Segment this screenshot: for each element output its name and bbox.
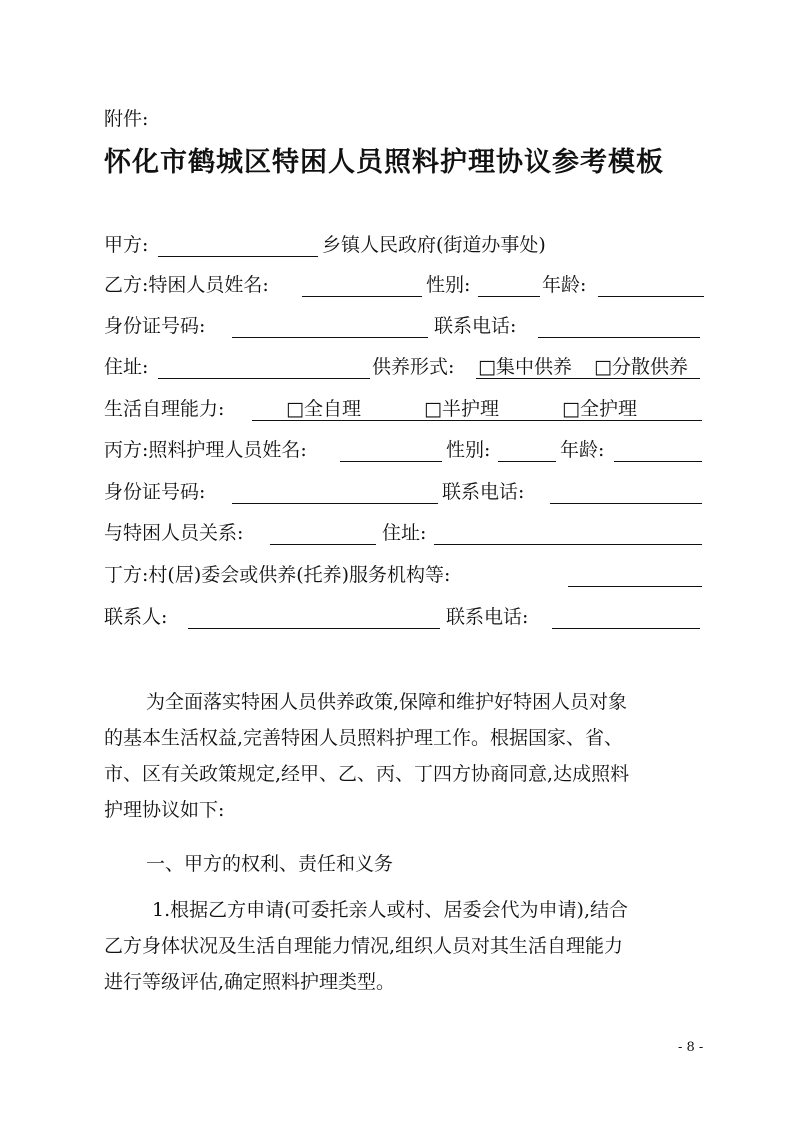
item-1-line: 1.根据乙方申请(可委托亲人或村、居委会代为申请),结合	[152, 899, 628, 921]
party-b-id-blank[interactable]	[232, 337, 428, 338]
party-b-name-blank[interactable]	[302, 296, 422, 297]
party-c-relation-label: 与特困人员关系:	[104, 522, 244, 544]
attachment-label: 附件:	[104, 108, 149, 130]
self-care-option-total[interactable]: □全护理	[562, 398, 637, 420]
party-d-contact-label: 联系人:	[104, 606, 168, 628]
support-option-centralized[interactable]: □集中供养	[478, 356, 572, 378]
party-b-phone-blank[interactable]	[538, 337, 700, 338]
party-b-gender-blank[interactable]	[478, 296, 540, 297]
item-1-line: 乙方身体状况及生活自理能力情况,组织人员对其生活自理能力	[104, 935, 624, 957]
self-care-row	[104, 396, 704, 426]
party-c-relation-row	[104, 520, 704, 550]
party-b-gender-label: 性别:	[426, 274, 471, 296]
party-a-label: 甲方:	[104, 234, 149, 256]
section-1-heading: 一、甲方的权利、责任和义务	[146, 853, 394, 875]
support-form-underline	[476, 378, 700, 379]
party-b-address-label: 住址:	[104, 356, 149, 378]
party-b-id-label: 身份证号码:	[104, 315, 206, 337]
support-option-dispersed[interactable]: □分散供养	[594, 356, 688, 378]
party-d-row	[104, 562, 704, 592]
party-c-label: 丙方:照料护理人员姓名:	[104, 439, 307, 461]
party-d-blank[interactable]	[568, 586, 702, 587]
party-c-gender-label: 性别:	[446, 439, 491, 461]
party-c-name-row	[104, 437, 704, 467]
self-care-underline	[252, 420, 702, 421]
party-b-phone-label: 联系电话:	[434, 315, 517, 337]
self-care-option-half[interactable]: □半护理	[424, 398, 499, 420]
party-c-phone-blank[interactable]	[550, 503, 702, 504]
party-d-phone-label: 联系电话:	[446, 606, 529, 628]
party-b-label: 乙方:特困人员姓名:	[104, 274, 269, 296]
party-c-id-row	[104, 479, 704, 509]
self-care-option-full[interactable]: □全自理	[286, 398, 361, 420]
party-b-name-row	[104, 272, 704, 302]
party-a-row	[104, 232, 704, 262]
item-1-line: 进行等级评估,确定照料护理类型。	[104, 971, 396, 993]
party-b-age-blank[interactable]	[598, 296, 704, 297]
party-d-label: 丁方:村(居)委会或供养(托养)服务机构等:	[104, 564, 451, 586]
intro-paragraph	[104, 684, 704, 828]
party-b-age-label: 年龄:	[542, 274, 587, 296]
party-d-phone-blank[interactable]	[552, 628, 700, 629]
party-c-address-label: 住址:	[382, 522, 427, 544]
party-d-contact-blank[interactable]	[188, 628, 440, 629]
section-1-heading-block	[104, 846, 704, 882]
intro-line: 护理协议如下:	[104, 799, 225, 821]
party-c-id-blank[interactable]	[232, 503, 438, 504]
party-b-id-row	[104, 313, 704, 343]
party-b-address-blank[interactable]	[158, 378, 370, 379]
document-title: 怀化市鹤城区特困人员照料护理协议参考模板	[104, 147, 664, 178]
support-form-label: 供养形式:	[372, 356, 455, 378]
party-c-gender-blank[interactable]	[498, 461, 556, 462]
party-a-blank[interactable]	[158, 256, 318, 257]
party-c-name-blank[interactable]	[340, 461, 442, 462]
page-number: - 8 -	[678, 1040, 704, 1055]
item-1-paragraph	[104, 892, 704, 1000]
party-d-contact-row	[104, 604, 704, 634]
party-a-suffix: 乡镇人民政府(街道办事处)	[322, 234, 546, 256]
intro-line: 为全面落实特困人员供养政策,保障和维护好特困人员对象	[146, 691, 628, 713]
party-c-age-blank[interactable]	[614, 461, 702, 462]
party-b-address-row	[104, 354, 704, 384]
party-c-age-label: 年龄:	[560, 439, 605, 461]
party-c-phone-label: 联系电话:	[442, 481, 525, 503]
party-c-id-label: 身份证号码:	[104, 481, 206, 503]
self-care-label: 生活自理能力:	[104, 398, 225, 420]
intro-line: 的基本生活权益,完善特困人员照料护理工作。根据国家、省、	[104, 727, 624, 749]
party-c-address-blank[interactable]	[434, 544, 702, 545]
intro-line: 市、区有关政策规定,经甲、乙、丙、丁四方协商同意,达成照料	[104, 763, 630, 785]
party-c-relation-blank[interactable]	[270, 544, 376, 545]
